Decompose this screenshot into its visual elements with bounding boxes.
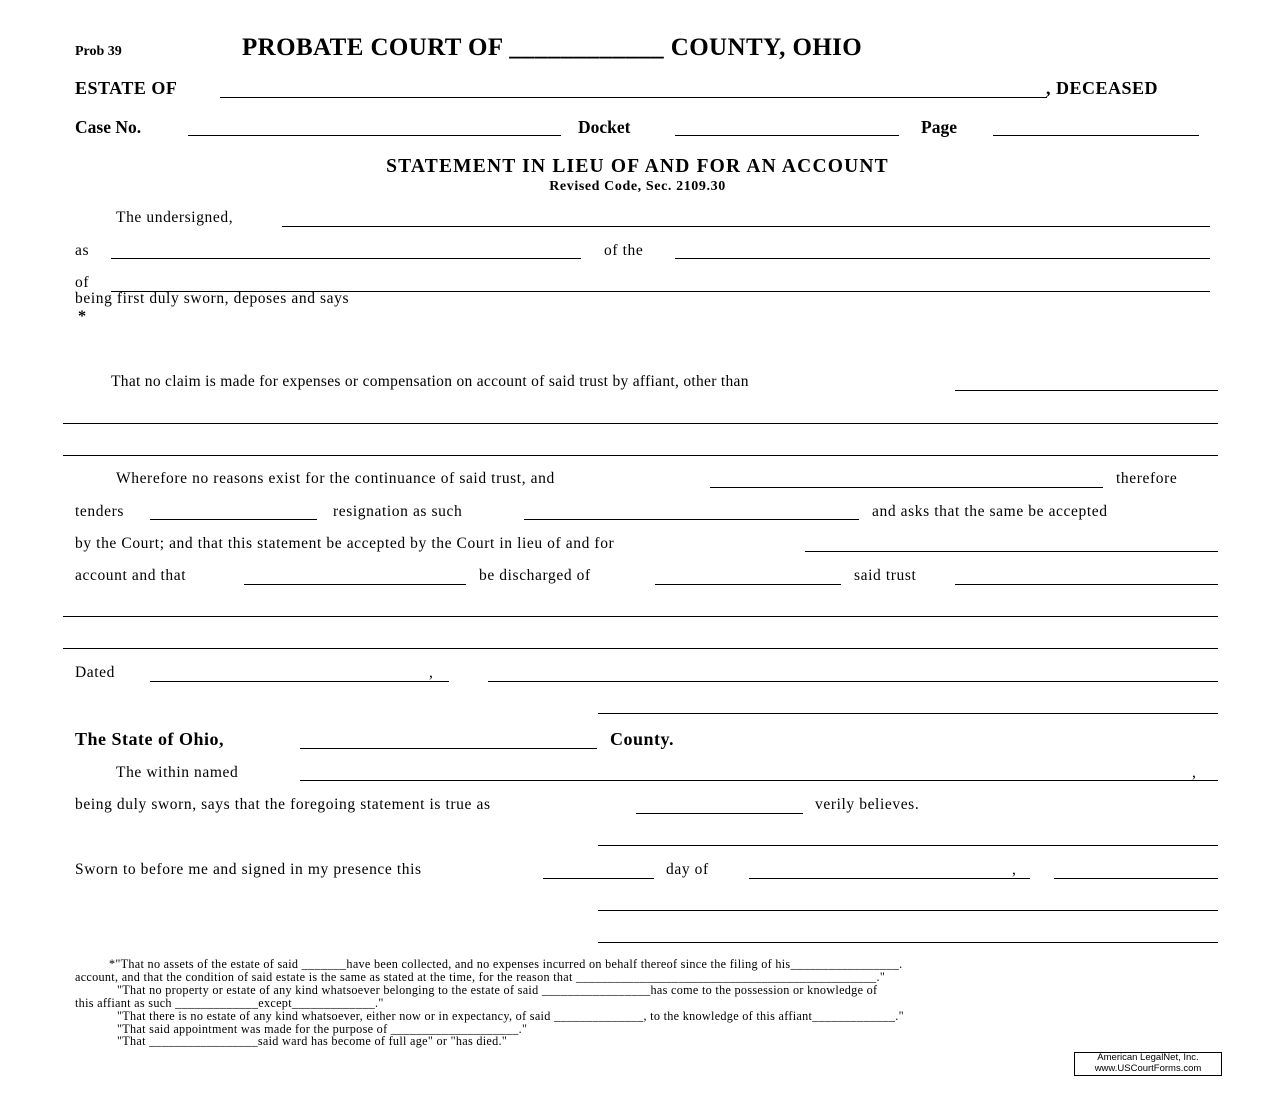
day-comma: , xyxy=(1012,861,1017,878)
discharged-text: be discharged of xyxy=(479,567,591,584)
within-named-text: The within named xyxy=(116,764,239,781)
dated-label: Dated xyxy=(75,664,116,681)
trust-line-3[interactable] xyxy=(63,648,1218,649)
tenders-text: tenders xyxy=(75,503,124,520)
undersigned-field[interactable] xyxy=(282,226,1210,227)
notary-line-1[interactable] xyxy=(598,845,1218,846)
of-the-field[interactable] xyxy=(675,258,1210,259)
of-label: of xyxy=(75,274,90,291)
docket-label: Docket xyxy=(578,117,631,137)
resignation-text: resignation as such xyxy=(333,503,463,520)
estate-name-field[interactable] xyxy=(220,97,1047,98)
footnote-5: "That there is no estate of any kind whatsoever, either now or in expectancy, of said ______________, to the knowledge of this affiant_____________." xyxy=(117,1008,904,1023)
wherefore-field[interactable] xyxy=(710,487,1103,488)
account-and-field[interactable] xyxy=(244,584,466,585)
said-trust-text: said trust xyxy=(854,567,917,584)
by-court-field[interactable] xyxy=(805,551,1218,552)
no-claim-line-2[interactable] xyxy=(63,423,1218,424)
verily-text: verily believes. xyxy=(815,796,920,813)
no-claim-field[interactable] xyxy=(955,390,1218,391)
as-field[interactable] xyxy=(111,258,581,259)
estate-of-label: ESTATE OF xyxy=(75,78,178,98)
duly-sworn-field[interactable] xyxy=(636,813,803,814)
page-label: Page xyxy=(921,117,957,137)
notary-line-2[interactable] xyxy=(598,910,1218,911)
form-title: STATEMENT IN LIEU OF AND FOR AN ACCOUNT xyxy=(386,156,889,177)
form-subtitle: Revised Code, Sec. 2109.30 xyxy=(549,179,726,194)
within-named-field[interactable] xyxy=(300,780,1218,781)
day-of-text: day of xyxy=(666,861,709,878)
no-claim-text: That no claim is made for expenses or compensation on account of said trust by affiant, other than xyxy=(111,373,749,390)
of-the-label: of the xyxy=(604,242,644,259)
within-comma: , xyxy=(1192,764,1197,781)
undersigned-label: The undersigned, xyxy=(116,209,234,226)
dated-comma: , xyxy=(429,664,434,681)
case-no-field[interactable] xyxy=(188,135,561,136)
notary-line-3[interactable] xyxy=(598,942,1218,943)
stamp-line-1: American LegalNet, Inc. xyxy=(1097,1052,1199,1063)
year-field[interactable] xyxy=(1054,878,1218,879)
dated-field[interactable] xyxy=(150,681,449,682)
form-id: Prob 39 xyxy=(75,44,122,59)
page-field[interactable] xyxy=(993,135,1199,136)
account-and-text: account and that xyxy=(75,567,187,584)
docket-field[interactable] xyxy=(675,135,899,136)
signature-field[interactable] xyxy=(488,681,1218,682)
footnote-2: account, and that the condition of said estate is the same as stated at the time, for the reason that _______________________________________________." xyxy=(75,969,886,984)
footnote-4: this affiant as such _____________except_____________." xyxy=(75,995,384,1010)
day-field[interactable] xyxy=(543,878,654,879)
wherefore-text: Wherefore no reasons exist for the continuance of said trust, and xyxy=(116,470,555,487)
footnote-1: *"That no assets of the estate of said _______have been collected, and no expenses incurred on behalf thereof since the filing of his_________________. xyxy=(109,957,903,971)
as-label: as xyxy=(75,242,90,259)
footnote-7: "That _________________said ward has become of full age" or "has died." xyxy=(117,1034,508,1049)
footnote-3: "That no property or estate of any kind whatsoever belonging to the estate of said _________________has come to the possession or knowledge of xyxy=(117,982,878,997)
publisher-stamp xyxy=(1074,1052,1222,1076)
month-field[interactable] xyxy=(749,878,1030,879)
asks-text: and asks that the same be accepted xyxy=(872,503,1108,520)
resignation-field[interactable] xyxy=(524,519,859,520)
deceased-label: , DECEASED xyxy=(1046,78,1159,98)
signature-line-2[interactable] xyxy=(598,713,1218,714)
state-of-ohio-label: The State of Ohio, xyxy=(75,729,225,749)
no-claim-line-3[interactable] xyxy=(63,455,1218,456)
footnotes xyxy=(75,958,1200,1048)
asterisk-mark: * xyxy=(78,308,86,325)
discharged-field[interactable] xyxy=(655,584,841,585)
court-title: PROBATE COURT OF ____________ COUNTY, OHIO xyxy=(242,34,863,61)
footnote-6: "That said appointment was made for the purpose of ____________________." xyxy=(117,1021,528,1036)
county-label: County. xyxy=(610,729,675,749)
tenders-field[interactable] xyxy=(150,519,317,520)
sworn-before-text: Sworn to before me and signed in my presence this xyxy=(75,861,422,878)
sworn-text: being first duly sworn, deposes and says xyxy=(75,290,350,307)
stamp-line-2[interactable]: www.USCourtForms.com xyxy=(1094,1062,1202,1074)
by-court-text: by the Court; and that this statement be accepted by the Court in lieu of and for xyxy=(75,535,615,552)
trust-line-2[interactable] xyxy=(63,616,1218,617)
said-trust-field[interactable] xyxy=(955,584,1218,585)
therefore-text: therefore xyxy=(1116,470,1178,487)
case-no-label: Case No. xyxy=(75,117,142,137)
duly-sworn-text: being duly sworn, says that the foregoing statement is true as xyxy=(75,796,491,813)
affidavit-county-field[interactable] xyxy=(300,748,597,749)
